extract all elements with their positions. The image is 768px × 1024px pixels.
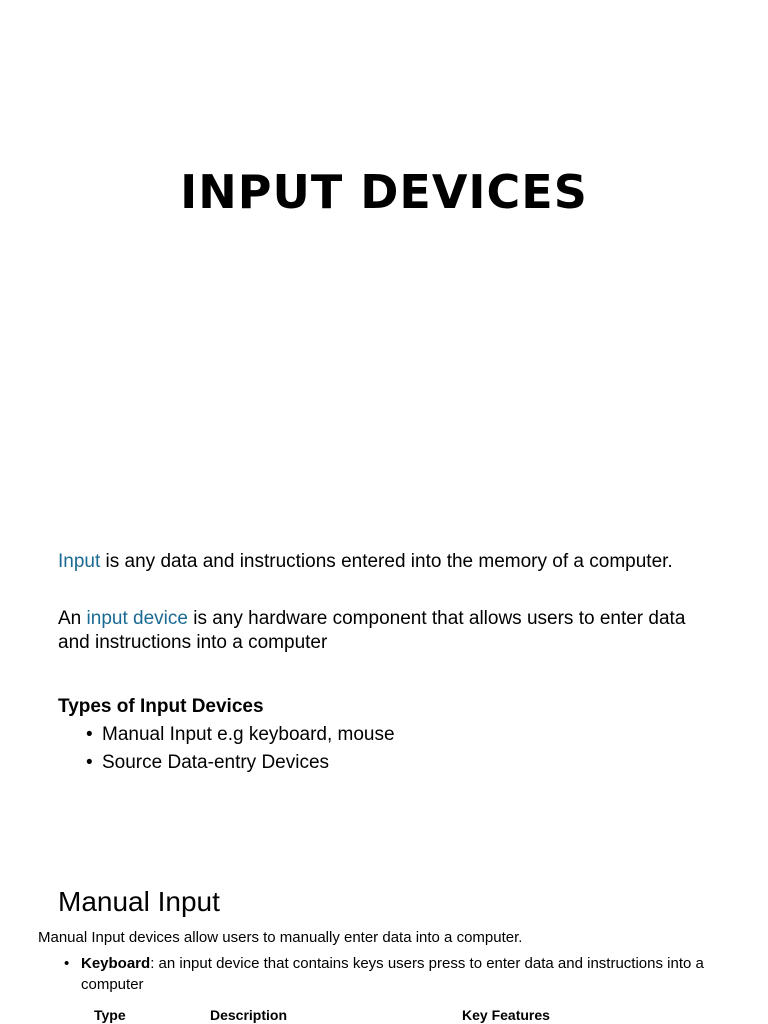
table-header-type: Type	[94, 1007, 126, 1023]
input-device-definition	[58, 607, 718, 655]
input-definition	[58, 550, 718, 574]
bullet-icon: •	[86, 724, 93, 745]
keyboard-list-item	[64, 953, 744, 995]
manual-input-intro: Manual Input devices allow users to manually enter data into a computer.	[38, 929, 523, 946]
keyboard-definition	[81, 953, 744, 995]
manual-input-heading: Manual Input	[58, 886, 220, 917]
bullet-icon: •	[86, 752, 93, 773]
list-item-text: Manual Input e.g keyboard, mouse	[102, 724, 395, 745]
list-item-text: Source Data-entry Devices	[102, 752, 330, 773]
list-item	[86, 751, 329, 775]
keyboard-term: Keyboard	[81, 955, 151, 972]
keyboard-definition-text: : an input device that contains keys users press to enter data and instructions into a computer	[81, 955, 704, 993]
input-device-lead: An	[58, 608, 87, 629]
input-device-definition-text: is any hardware component that allows users to enter data and instructions into a computer	[58, 608, 686, 653]
types-heading: Types of Input Devices	[58, 696, 264, 717]
table-header-description: Description	[210, 1007, 288, 1023]
input-definition-text: is any data and instructions entered into the memory of a computer.	[100, 551, 673, 572]
page-title: INPUT DEVICES	[180, 165, 588, 219]
input-term: Input	[58, 551, 101, 572]
bullet-icon: •	[64, 955, 70, 972]
table-header-key-features: Key Features	[462, 1007, 550, 1023]
input-device-term: input device	[86, 608, 188, 629]
list-item	[86, 723, 395, 747]
